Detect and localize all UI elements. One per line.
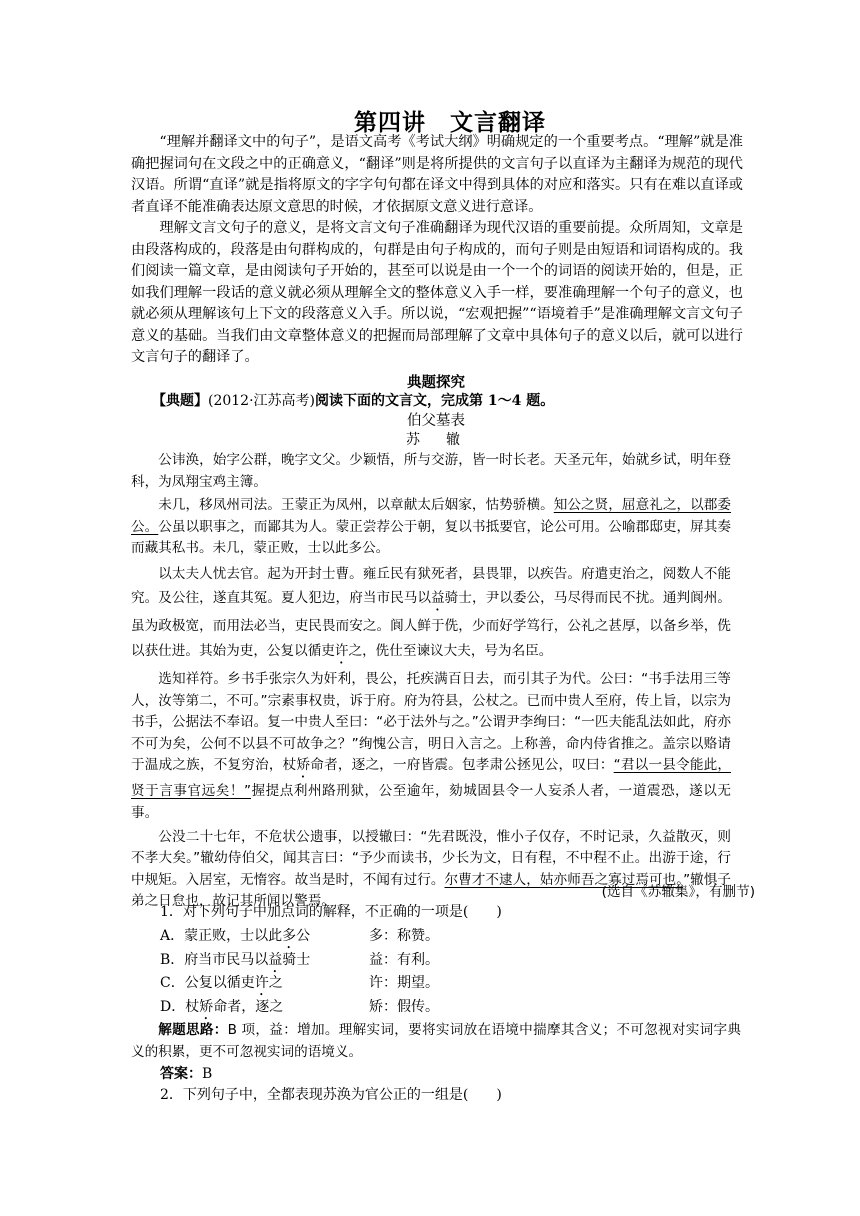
text-run: 命者，逐之，一府皆震。包孝肃公拯见公，叹曰：: [310, 757, 614, 774]
question-1: [160, 901, 760, 1020]
dotted-word: 益: [268, 951, 283, 968]
text-run: ”辙惧子弟之日怠也，故记其所闻以警焉。: [131, 871, 732, 910]
option-gloss: 益：有利。: [369, 951, 439, 968]
text-run: 公没二十七年，不危状公遗事，以授辙曰：“先君既没，惟小子仅存，不时记录，久益散灭，则不孝大矣。”辙幼侍伯父，闻其言曰：“予少而读书，少长为文，日有程，不中程不止。出游于途，行中规矩。入居室，无惰容。故当是时，不闻有过行。: [131, 828, 731, 888]
dotted-word: 多: [282, 927, 297, 944]
text-run: 未几，移凤州司法。王蒙正为凤州，以章献太后姻家，怙势骄横。: [158, 497, 554, 514]
problem-tag: 【典题】: [152, 393, 208, 409]
option-post: 公: [296, 927, 311, 944]
analysis-block: [131, 1020, 741, 1063]
article-author: 苏 辙: [406, 432, 466, 448]
option-post: 骑士: [282, 951, 311, 968]
option-pre: B．府当市民马以: [160, 951, 269, 968]
option-a: [160, 925, 760, 949]
article-paragraph-2: [131, 495, 731, 560]
article-paragraph-3: [131, 562, 731, 667]
option-b: [160, 949, 760, 973]
article-paragraph-1: 公讳涣，始字公群，晚字文父。少颖悟，所与交游，皆一时长老。天圣元年，始就乡试，明年登科，为凤翔宝鸡主簿。: [131, 452, 731, 490]
text-run: 以太夫人忧去官。起为开封士曹。雍丘民有狱死者，县畏罪，以疾告。府遣吏治之，阅数人不能究。及公往，遂直其冤。夏人犯边，府当市民马以: [131, 565, 731, 607]
answer-value: B: [202, 1066, 213, 1082]
section-heading: 典题探究: [407, 374, 465, 391]
question-2: 2．下列句子中，全都表现苏涣为官公正的一组是( ): [160, 1087, 502, 1103]
intro-paragraph-2: 理解文言文句子的意义，是将文言文句子准确翻译为现代汉语的重要前提。众所周知，文章是由段落构成的，段落是由句群构成的，句群是由句子构成的，而句子则是由短语和词语构成的。我们阅读一篇文章，是由阅读句子开始的，甚至可以说是由一个一个的词语的阅读开始的，但是，正如我们理解一段话的意义就必须从理解全文的整体意义入手一样，要准确理解一个句子的意义，也就必须从理解该句上下文的段落意义入手。所以说，“宏观把握”“语境着手”是准确理解文言文句子意义的基础。当我们由文章整体意义的把握而局部理解了文章中具体句子的意义以后，就可以进行文言句子的翻译了。: [131, 220, 743, 365]
option-d: [160, 996, 760, 1020]
text-run: 骑士，尹以委公，马尽得而民不扰。通判阆州。虽为政极宽，而用法必当，吏民畏而安之。阆人鲜于侁，少而好学笃行，公礼之甚厚，以备乡举，侁以获仕进。其始为吏，公复以循吏: [131, 590, 732, 659]
problem-text: 阅读下面的文言文，完成第 1～4 题。: [315, 393, 555, 409]
source-note: (选自《苏辙集》，有删节): [601, 884, 755, 900]
option-gloss: 许：期望。: [369, 975, 439, 992]
article-paragraph-4: [131, 669, 731, 825]
option-gloss: 多：称赞。: [369, 927, 439, 944]
dotted-word: 益: [431, 590, 445, 607]
problem-instruction: [152, 390, 752, 410]
option-c: [160, 972, 760, 996]
answer-line: [160, 1063, 212, 1083]
intro-paragraph-1: “理解并翻译文中的句子”，是语文高考《考试大纲》明确规定的一个重要考点。“理解”就是准确把握词句在文段之中的正确意义，“翻译”则是将所提供的文言句子以直译为主翻译为规范的现代汉语。所谓“直译”就是指将原文的字字句句都在译文中得到具体的对应和落实。只有在难以直译或者直译不能准确表达原文意思的时候，才依据原文意义进行意译。: [131, 134, 743, 215]
dotted-word: 矫: [199, 999, 214, 1016]
text-run: 选知祥符。乡书手张宗久为奸利，畏公，托疾满百日去，而引其子为代。公曰：“书手法用三等人，汝等第二，不可。”宗素事权贵，诉于府。府为符县，公杖之。已而中贵人至府，传上旨，以宗为书手，公据法不奉诏。复一中贵人至曰：“必于法外与之。”公谓尹李绚曰：“一匹夫能乱法如此，府亦不可为矣，公何不以县不可故争之？”绚愧公言，明日入言之。上称善，命内侍省推之。盖宗以赂请于温成之族，不复穷治，杖: [131, 670, 731, 774]
analysis-label: 解题思路：: [158, 1022, 228, 1038]
analysis-paragraph: [131, 1020, 741, 1063]
analysis-text: B 项，益：增加。理解实词，要将实词放在语境中揣摩其含义；不可忽视对实词字典义的积累，更不可忽视实词的语境义。: [131, 1022, 742, 1060]
underlined-sentence: 尔曹才不逮人，姑亦师吾之寡过焉可也。: [444, 871, 684, 888]
option-post: 命者，逐之: [213, 999, 284, 1016]
text-run: 握提点利州路刑狱，公至逾年，劾城固县令一人妄杀人者，一道震恐，遂以无事。: [131, 783, 732, 821]
answer-label: 答案：: [160, 1066, 202, 1082]
underlined-sentence: 知公之贤，屈意礼之，以郡委公。: [131, 497, 732, 535]
problem-source: (2012·江苏高考): [208, 393, 316, 409]
question-stem: [160, 901, 760, 925]
text-run: 之，侁仕至谏议大夫，号为名臣。: [348, 642, 553, 659]
intro-section: [131, 132, 743, 369]
dotted-word: 矫: [296, 757, 311, 774]
text-run: 公虽以职事之，而鄙其为人。蒙正尝荐公于朝，复以书抵要官，论公可用。公喻郡邸吏，屏其奏而藏其私书。未几，蒙正败，士以此多公。: [131, 518, 732, 557]
option-pre: D．杖: [160, 999, 200, 1016]
underlined-sentence: “君以一县令能此，贤于言事官远矣！”: [131, 757, 732, 800]
article-title: 伯父墓表: [407, 413, 465, 429]
question-stem-text: 1．对下列句子中加点词的解释，不正确的一项是( ): [160, 904, 502, 920]
dotted-word: 许: [334, 642, 349, 659]
dotted-word: 许: [254, 975, 269, 992]
option-gloss: 矫：假传。: [369, 999, 439, 1016]
page-title: 第四讲 文言翻译: [354, 110, 546, 136]
option-post: 之: [268, 975, 283, 992]
option-pre: C．公复以循吏: [160, 975, 255, 992]
article-body: [131, 450, 731, 915]
option-pre: A．蒙正败，士以此: [160, 927, 283, 944]
